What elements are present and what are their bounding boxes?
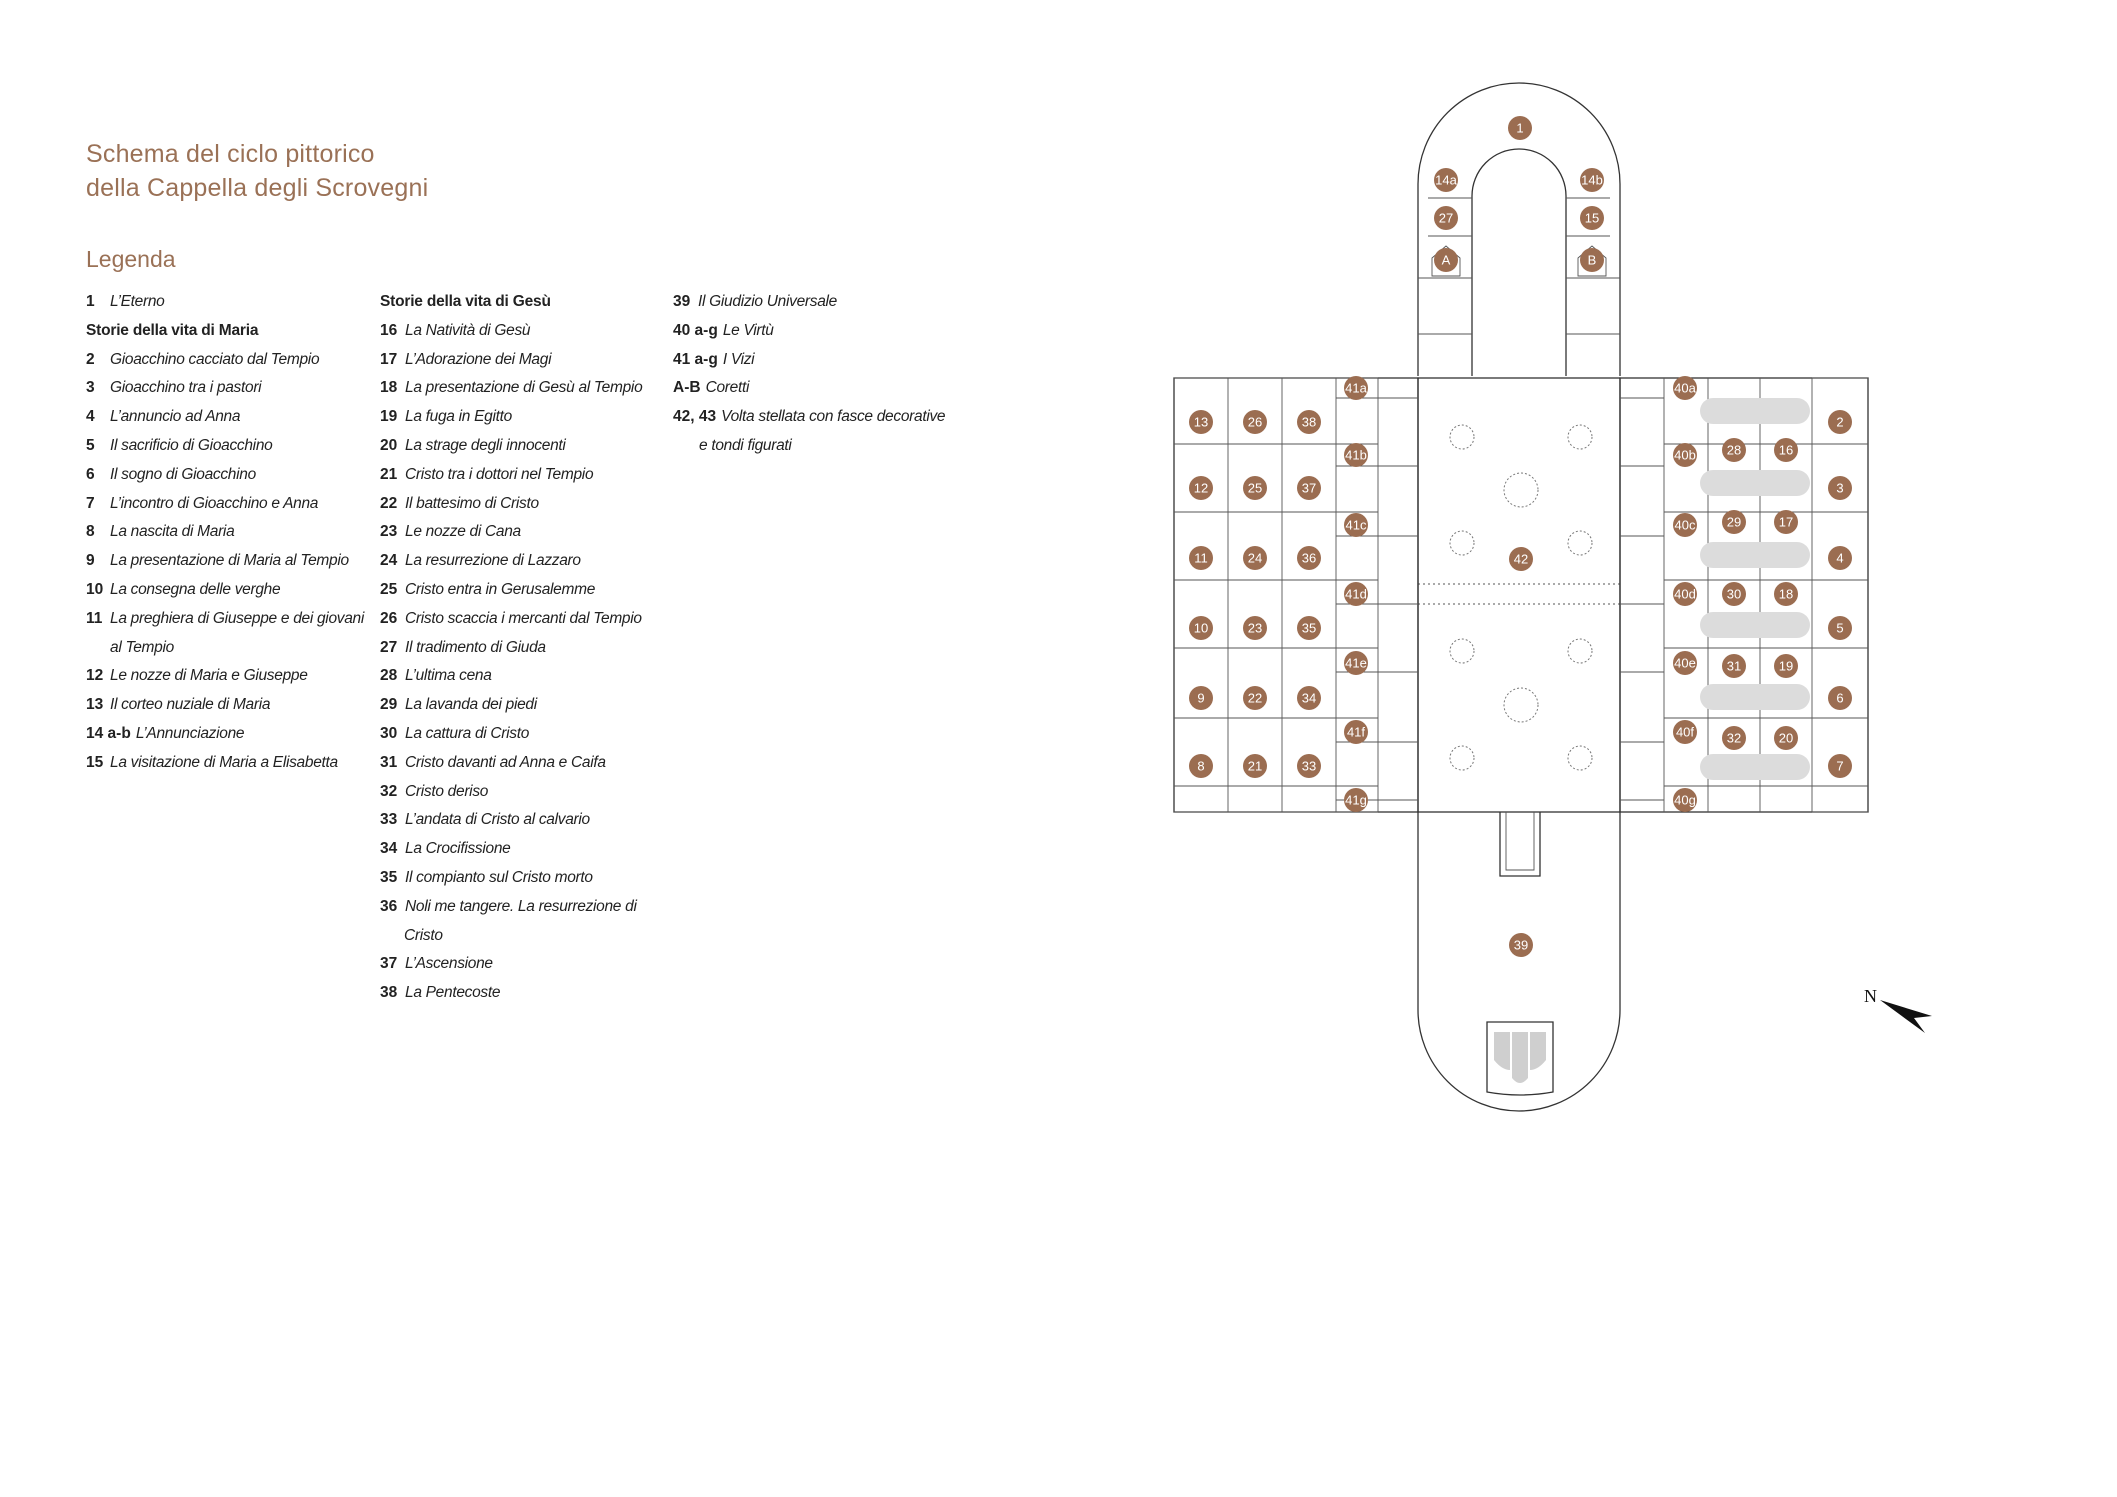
fresco-number: 29 [1726, 514, 1742, 530]
legend-item-text: La strage degli innocenti [405, 436, 566, 454]
legend-item-number: 41 a-g [673, 350, 718, 368]
legend-item-text: Il tradimento di Giuda [405, 638, 546, 656]
fresco-number: 41b [1345, 447, 1367, 463]
title-line-2: della Cappella degli Scrovegni [86, 174, 429, 202]
legend-item-number: 22 [380, 494, 398, 512]
fresco-marker [1344, 720, 1368, 744]
legend-item-number: 4 [86, 408, 95, 426]
fresco-marker [1722, 510, 1746, 534]
fresco-marker [1434, 206, 1458, 230]
legend-item-text: L’Adorazione dei Magi [405, 350, 552, 368]
legend-item-number: 20 [380, 436, 398, 454]
fresco-marker [1774, 510, 1798, 534]
legend-item-text: Il corteo nuziale di Maria [110, 696, 271, 714]
legend-heading: Legenda [86, 246, 176, 272]
legend-item-text: Le Virtù [722, 321, 774, 339]
fresco-marker [1774, 654, 1798, 678]
fresco-number: 27 [1438, 210, 1454, 226]
legend-item-text: Cristo scaccia i mercanti dal Tempio [405, 609, 642, 627]
legend-item-text: Cristo entra in Gerusalemme [405, 580, 596, 598]
fresco-number: 40d [1674, 586, 1696, 602]
legend-item-text: Le nozze di Maria e Giuseppe [110, 667, 308, 685]
legend-item-text: La Pentecoste [405, 984, 501, 1002]
legend-item-text: Noli me tangere. La resurrezione di [405, 897, 637, 915]
fresco-number: 41e [1345, 655, 1367, 671]
legend-item-number: 9 [86, 552, 95, 570]
fresco-number: 22 [1247, 690, 1263, 706]
legend-item-text: e tondi figurati [699, 436, 792, 454]
legend-item-number: 13 [86, 696, 104, 714]
legend-item-text: L’andata di Cristo al calvario [405, 811, 590, 829]
fresco-number: 40c [1674, 517, 1696, 533]
fresco-marker [1722, 438, 1746, 462]
left-wall-grid [1174, 378, 1418, 812]
fresco-marker [1243, 686, 1267, 710]
fresco-marker [1722, 654, 1746, 678]
fresco-marker [1673, 720, 1697, 744]
north-arrow [1864, 986, 1932, 1033]
fresco-marker [1189, 616, 1213, 640]
fresco-marker [1508, 116, 1532, 140]
fresco-marker [1189, 546, 1213, 570]
legend-item-number: 32 [380, 782, 398, 800]
fresco-number: 16 [1778, 442, 1794, 458]
fresco-number: B [1587, 252, 1597, 268]
legend-item-text: L’Eterno [110, 293, 165, 310]
legend-item-text: I Vizi [722, 350, 755, 368]
legend-item-number: 42, 43 [673, 408, 717, 426]
legend-item-number: 7 [86, 494, 95, 512]
fresco-number: 41c [1345, 517, 1367, 533]
legend-item-text: La presentazione di Maria al Tempio [110, 552, 349, 570]
legend-item-number: 23 [380, 523, 398, 541]
legend-item-number: 27 [380, 638, 398, 656]
entrance-wall [1418, 812, 1620, 1111]
fresco-number: 12 [1193, 480, 1209, 496]
fresco-number: 41d [1345, 586, 1367, 602]
window-slot [1700, 684, 1810, 710]
fresco-number: 41f [1346, 724, 1366, 740]
legend-item-number: 26 [380, 609, 398, 627]
fresco-number: 2 [1836, 414, 1844, 430]
fresco-marker [1828, 616, 1852, 640]
fresco-number: 40f [1675, 724, 1695, 740]
legend-item-number: 16 [380, 321, 398, 339]
fresco-number: 41g [1345, 792, 1367, 808]
title-line-1: Schema del ciclo pittorico [86, 140, 375, 168]
fresco-marker [1509, 547, 1533, 571]
fresco-number: 40b [1674, 447, 1696, 463]
legend-item-text: L’Ascensione [405, 955, 493, 973]
fresco-number: 30 [1726, 586, 1742, 602]
fresco-number: 33 [1301, 758, 1317, 774]
legend-item-text: Cristo deriso [405, 782, 489, 800]
legend-item-text: Cristo tra i dottori nel Tempio [405, 465, 594, 483]
fresco-marker [1580, 206, 1604, 230]
legend-item-number: 15 [86, 753, 104, 771]
legend-item-number: 28 [380, 667, 398, 685]
legend-item-text: Cristo davanti ad Anna e Caifa [405, 753, 606, 771]
fresco-marker [1509, 933, 1533, 957]
fresco-marker [1722, 582, 1746, 606]
fresco-number: 4 [1836, 550, 1844, 566]
window-slot [1700, 470, 1810, 496]
fresco-number: 20 [1778, 730, 1794, 746]
fresco-number: 23 [1247, 620, 1263, 636]
fresco-marker [1297, 410, 1321, 434]
fresco-marker [1243, 754, 1267, 778]
fresco-number: 18 [1778, 586, 1794, 602]
fresco-marker [1580, 168, 1604, 192]
fresco-marker [1434, 248, 1458, 272]
fresco-number: 9 [1197, 690, 1205, 706]
legend-item-text: La fuga in Egitto [405, 408, 512, 426]
fresco-marker [1673, 513, 1697, 537]
fresco-marker [1297, 754, 1321, 778]
fresco-marker [1673, 651, 1697, 675]
legend-item-number: 21 [380, 465, 398, 483]
fresco-number: 14b [1581, 172, 1603, 188]
fresco-number: 41a [1345, 380, 1367, 396]
fresco-number: 32 [1726, 730, 1742, 746]
legend-item-number: 36 [380, 897, 398, 915]
legend-item-number: 40 a-g [673, 321, 718, 339]
fresco-marker [1189, 476, 1213, 500]
window-slot [1700, 398, 1810, 424]
window-slot [1700, 542, 1810, 568]
fresco-number: 39 [1513, 937, 1529, 953]
fresco-number: 40a [1674, 380, 1696, 396]
fresco-number: 36 [1301, 550, 1317, 566]
legend-item-number: 11 [86, 609, 103, 627]
fresco-number: 40e [1674, 655, 1696, 671]
window-slot [1700, 612, 1810, 638]
legend-item-number: 29 [380, 696, 398, 714]
fresco-number: 31 [1726, 658, 1742, 674]
legend-item-number: 3 [86, 379, 95, 397]
fresco-marker [1828, 476, 1852, 500]
fresco-marker [1297, 476, 1321, 500]
legend-item-number: 17 [380, 350, 398, 368]
fresco-number: 11 [1194, 550, 1208, 566]
fresco-marker [1344, 788, 1368, 812]
fresco-number: 35 [1301, 620, 1317, 636]
legend-item-text: Il sogno di Gioacchino [110, 465, 256, 483]
legend-item-text: Gioacchino tra i pastori [110, 379, 262, 397]
fresco-number: 19 [1778, 658, 1794, 674]
window-slot [1700, 754, 1810, 780]
fresco-number: 17 [1778, 514, 1794, 530]
fresco-marker [1189, 686, 1213, 710]
north-arrow-icon [1880, 1000, 1932, 1033]
legend-item-number: 5 [86, 436, 95, 454]
fresco-number: 26 [1247, 414, 1263, 430]
fresco-marker [1243, 546, 1267, 570]
fresco-number: 38 [1301, 414, 1317, 430]
north-label: N [1864, 986, 1877, 1006]
legend-item-text: La cattura di Cristo [405, 724, 530, 742]
fresco-marker [1243, 410, 1267, 434]
legend-item-text: L’annuncio ad Anna [110, 408, 241, 426]
fresco-marker [1297, 546, 1321, 570]
fresco-number: 24 [1247, 550, 1263, 566]
fresco-number: 42 [1513, 551, 1529, 567]
legend-item-text: Il battesimo di Cristo [405, 494, 539, 512]
legend-item-number: 10 [86, 580, 104, 598]
legend-item-text: L’incontro di Gioacchino e Anna [110, 494, 319, 512]
legend-item-text: Coretti [705, 379, 750, 397]
legend-item-text: La lavanda dei piedi [405, 696, 537, 714]
fresco-marker [1580, 248, 1604, 272]
legend-item-text: Cristo [404, 926, 443, 944]
fresco-marker [1344, 443, 1368, 467]
fresco-marker [1828, 546, 1852, 570]
legend-item-number: 38 [380, 984, 398, 1002]
fresco-number: 28 [1726, 442, 1742, 458]
legend-item-number: 24 [380, 552, 398, 570]
legend-item-text: L’Annunciazione [135, 724, 245, 742]
legend-item-text: Il sacrificio di Gioacchino [110, 436, 273, 454]
fresco-number: 21 [1247, 758, 1263, 774]
fresco-number: 10 [1193, 620, 1209, 636]
fresco-number: 8 [1197, 758, 1205, 774]
fresco-marker [1722, 726, 1746, 750]
fresco-number: 6 [1836, 690, 1844, 706]
legend-section-heading: Storie della vita di Maria [86, 321, 259, 339]
legend-item-number: 30 [380, 724, 398, 742]
fresco-number: 7 [1836, 758, 1844, 774]
legend-item-number: 37 [380, 955, 398, 973]
legend-item-number: A-B [673, 379, 701, 397]
fresco-number: 14a [1435, 172, 1457, 188]
legend-item-text: La preghiera di Giuseppe e dei giovani [110, 609, 365, 627]
fresco-marker [1673, 443, 1697, 467]
fresco-number: 15 [1584, 210, 1600, 226]
fresco-marker [1673, 376, 1697, 400]
fresco-marker [1297, 616, 1321, 640]
legend-item-number: 1 [86, 293, 95, 310]
fresco-number: 1 [1516, 120, 1524, 136]
legend-item-text: La presentazione di Gesù al Tempio [405, 379, 643, 397]
fresco-marker [1774, 438, 1798, 462]
fresco-marker [1828, 686, 1852, 710]
legend-item-number: 35 [380, 868, 398, 886]
nave [1418, 378, 1620, 812]
fresco-marker [1344, 582, 1368, 606]
legend-item-text: Il Giudizio Universale [698, 293, 837, 310]
fresco-marker [1673, 788, 1697, 812]
legend-item-text: al Tempio [110, 638, 174, 656]
legend-item-text: Le nozze di Cana [405, 523, 521, 541]
fresco-number: 5 [1836, 620, 1844, 636]
fresco-marker [1243, 476, 1267, 500]
legend-section-heading: Storie della vita di Gesù [380, 293, 551, 310]
fresco-marker [1774, 726, 1798, 750]
legend-item-number: 39 [673, 293, 691, 310]
legend-item-text: Il compianto sul Cristo morto [405, 868, 593, 886]
fresco-number: 34 [1301, 690, 1317, 706]
legend-item-text: Gioacchino cacciato dal Tempio [110, 350, 320, 368]
fresco-marker [1344, 513, 1368, 537]
legend-item-number: 33 [380, 811, 398, 829]
legend-item-number: 14 a-b [86, 724, 131, 742]
entrance-portal [1487, 1022, 1553, 1095]
fresco-number: 25 [1247, 480, 1263, 496]
fresco-number: 37 [1301, 480, 1317, 496]
fresco-marker [1243, 616, 1267, 640]
fresco-marker [1673, 582, 1697, 606]
fresco-number: 40g [1674, 792, 1696, 808]
legend-item-number: 34 [380, 840, 398, 858]
legend-item-text: La consegna delle verghe [110, 580, 281, 598]
fresco-marker [1774, 582, 1798, 606]
fresco-marker [1189, 754, 1213, 778]
legend-item-number: 19 [380, 408, 398, 426]
legend-item-text: La visitazione di Maria a Elisabetta [110, 753, 338, 771]
legend-item-text: La nascita di Maria [110, 523, 235, 541]
fresco-number: A [1441, 252, 1451, 268]
legend-item-text: La Crocifissione [405, 840, 511, 858]
fresco-number: 3 [1836, 480, 1844, 496]
fresco-number: 13 [1193, 414, 1209, 430]
legend-item-text: Volta stellata con fasce decorative [721, 408, 946, 426]
fresco-marker [1344, 376, 1368, 400]
legend-item-number: 8 [86, 523, 95, 541]
fresco-marker [1344, 651, 1368, 675]
fresco-marker [1828, 410, 1852, 434]
fresco-marker [1828, 754, 1852, 778]
legend-item-text: La Natività di Gesù [405, 321, 531, 339]
fresco-marker [1434, 168, 1458, 192]
legend-item-number: 31 [380, 753, 398, 771]
legend-item-number: 12 [86, 667, 104, 685]
legend-item-number: 25 [380, 580, 398, 598]
fresco-marker [1189, 410, 1213, 434]
legend-item-number: 18 [380, 379, 398, 397]
legend-item-number: 6 [86, 465, 95, 483]
legend-item-text: La resurrezione di Lazzaro [405, 552, 581, 570]
legend-item-text: L’ultima cena [405, 667, 492, 685]
legend-item-number: 2 [86, 350, 95, 368]
fresco-marker [1297, 686, 1321, 710]
